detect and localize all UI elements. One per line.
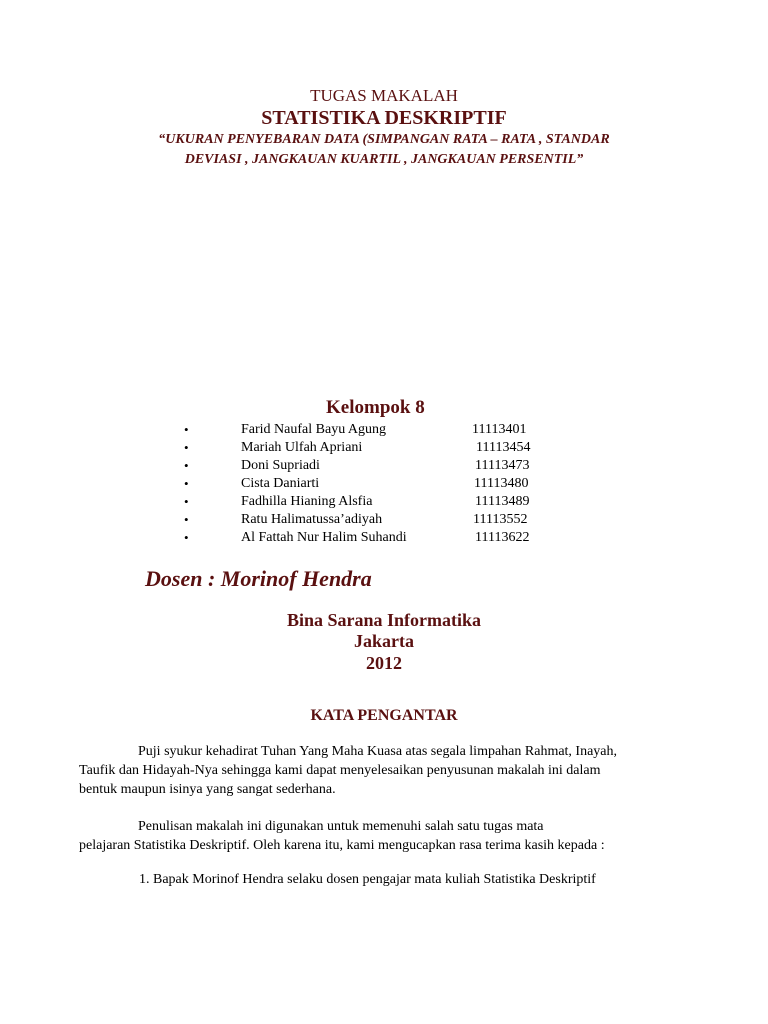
list-item xyxy=(0,529,768,547)
paragraph-line xyxy=(79,742,699,761)
bullet-icon: • xyxy=(184,494,189,509)
member-name: Doni Supriadi xyxy=(241,458,320,473)
list-item xyxy=(0,493,768,511)
member-nim: 11113552 xyxy=(473,512,528,527)
member-name: Farid Naufal Bayu Agung xyxy=(241,422,387,437)
list-item xyxy=(0,439,768,457)
institution-name: Bina Sarana Informatika xyxy=(286,610,482,630)
list-item xyxy=(0,475,768,493)
paragraph-line xyxy=(79,817,699,836)
member-nim: 11113473 xyxy=(475,458,530,473)
list-item xyxy=(0,421,768,439)
member-nim: 11113454 xyxy=(476,440,531,455)
cover-subtitle-line-1: “UKURAN PENYEBARAN DATA (SIMPANGAN RATA – RATA , STANDAR xyxy=(158,132,610,147)
member-nim: 11113480 xyxy=(474,476,529,491)
list-item xyxy=(0,511,768,529)
bullet-icon: • xyxy=(184,530,189,545)
cover-title: STATISTIKA DESKRIPTIF xyxy=(261,107,507,129)
cover-subtitle-line-2: DEVIASI , JANGKAUAN KUARTIL , JANGKAUAN PERSENTIL” xyxy=(184,152,584,167)
bullet-icon: • xyxy=(184,458,189,473)
thanks-list-item-1: 1. Bapak Morinof Hendra selaku dosen pengajar mata kuliah Statistika Deskriptif xyxy=(139,872,596,887)
member-name: Cista Daniarti xyxy=(241,476,320,491)
member-nim: 11113401 xyxy=(472,422,527,437)
cover-line-1: TUGAS MAKALAH xyxy=(310,86,458,105)
member-list xyxy=(0,421,768,547)
list-item xyxy=(0,457,768,475)
group-title: Kelompok 8 xyxy=(326,397,425,418)
institution-year: 2012 xyxy=(366,653,402,673)
institution-city: Jakarta xyxy=(354,631,414,651)
member-name: Al Fattah Nur Halim Suhandi xyxy=(241,530,407,545)
member-name: Ratu Halimatussa’adiyah xyxy=(241,512,383,527)
bullet-icon: • xyxy=(184,440,189,455)
paragraph-line: pelajaran Statistika Deskriptif. Oleh karena itu, kami mengucapkan rasa terima kasih kepada : xyxy=(79,838,605,853)
bullet-icon: • xyxy=(184,512,189,527)
bullet-icon: • xyxy=(184,422,189,437)
member-nim: 11113622 xyxy=(475,530,530,545)
member-nim: 11113489 xyxy=(475,494,530,509)
member-name: Fadhilla Hianing Alsfia xyxy=(241,494,373,509)
foreword-heading: KATA PENGANTAR xyxy=(310,707,458,724)
member-name: Mariah Ulfah Apriani xyxy=(241,440,363,455)
paragraph-line: bentuk maupun isinya yang sangat sederhana. xyxy=(79,782,336,797)
bullet-icon: • xyxy=(184,476,189,491)
paragraph-text: Penulisan makalah ini digunakan untuk memenuhi salah satu tugas mata xyxy=(138,819,544,834)
lecturer-name: Dosen : Morinof Hendra xyxy=(145,566,372,591)
foreword-paragraph-2 xyxy=(79,817,699,855)
foreword-paragraph-1 xyxy=(79,742,699,799)
paragraph-line: Taufik dan Hidayah-Nya sehingga kami dapat menyelesaikan penyusunan makalah ini dalam xyxy=(79,763,601,778)
paragraph-text: Puji syukur kehadirat Tuhan Yang Maha Kuasa atas segala limpahan Rahmat, Inayah, xyxy=(138,744,618,759)
